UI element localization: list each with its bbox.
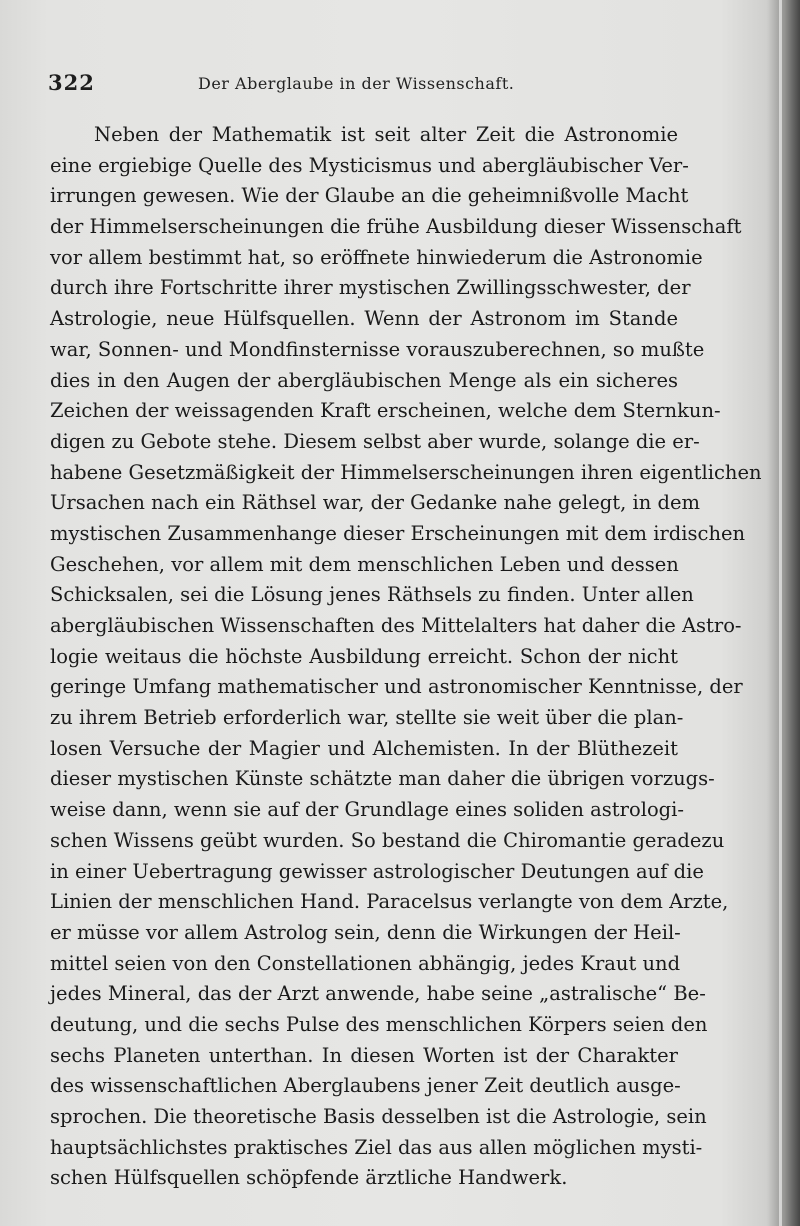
text-line: war, Sonnen- und Mondfinsternisse vorauszuberechnen, so mußte: [50, 337, 705, 361]
body-text: [50, 120, 762, 1194]
text-line: Zeichen der weissagenden Kraft erscheinen, welche dem Sternkun-: [50, 399, 721, 423]
text-line: zu ihrem Betrieb erforderlich war, stellte sie weit über die plan-: [50, 706, 684, 730]
text-line: schen Wissens geübt wurden. So bestand die Chiromantie geradezu: [50, 828, 725, 852]
text-line: dieser mystischen Künste schätzte man daher die übrigen vorzugs-: [50, 767, 715, 791]
text-line: geringe Umfang mathematischer und astronomischer Kenntnisse, der: [50, 675, 743, 699]
page-number: 322: [48, 70, 95, 95]
text-line: deutung, und die sechs Pulse des menschlichen Körpers seien den: [50, 1012, 708, 1036]
text-line: er müsse vor allem Astrolog sein, denn die Wirkungen der Heil-: [50, 920, 681, 944]
text-line: Schicksalen, sei die Lösung jenes Räthsels zu finden. Unter allen: [50, 583, 694, 607]
text-line: weise dann, wenn sie auf der Grundlage eines soliden astrologi-: [50, 798, 684, 822]
text-line: logie weitaus die höchste Ausbildung erreicht. Schon der nicht: [50, 644, 678, 668]
text-line: der Himmelserscheinungen die frühe Ausbildung dieser Wissenschaft: [50, 215, 742, 239]
text-line: Neben der Mathematik ist seit alter Zeit die Astronomie: [94, 123, 678, 146]
text-line: mittel seien von den Constellationen abhängig, jedes Kraut und: [50, 951, 681, 975]
text-line: sechs Planeten unterthan. In diesen Worten ist der Charakter: [50, 1043, 678, 1067]
text-line: Linien der menschlichen Hand. Paracelsus verlangte von dem Arzte,: [50, 890, 729, 914]
text-line: hauptsächlichstes praktisches Ziel das aus allen möglichen mysti-: [50, 1135, 703, 1159]
text-line: jedes Mineral, das der Arzt anwende, habe seine „astralische“ Be-: [50, 982, 706, 1006]
text-line: digen zu Gebote stehe. Diesem selbst aber wurde, solange die er-: [50, 429, 700, 453]
page-edge-shadow: [766, 0, 800, 1226]
text-line: in einer Uebertragung gewisser astrologischer Deutungen auf die: [50, 859, 704, 883]
text-line: Astrologie, neue Hülfsquellen. Wenn der Astronom im Stande: [50, 307, 678, 331]
text-line: irrungen gewesen. Wie der Glaube an die geheimnißvolle Macht: [50, 184, 689, 208]
text-line: schen Hülfsquellen schöpfende ärztliche Handwerk.: [50, 1166, 568, 1190]
text-line: Ursachen nach ein Räthsel war, der Gedanke nahe gelegt, in dem: [50, 491, 700, 515]
running-title: Der Aberglaube in der Wissenschaft.: [198, 74, 515, 93]
text-line: vor allem bestimmt hat, so eröffnete hinwiederum die Astronomie: [50, 245, 703, 269]
text-line: dies in den Augen der abergläubischen Menge als ein sicheres: [50, 368, 678, 392]
text-line: sprochen. Die theoretische Basis desselben ist die Astrologie, sein: [50, 1105, 707, 1128]
text-line: mystischen Zusammenhange dieser Erscheinungen mit dem irdischen: [50, 521, 746, 545]
text-line: durch ihre Fortschritte ihrer mystischen Zwillingsschwester, der: [50, 276, 691, 300]
text-line: losen Versuche der Magier und Alchemisten. In der Blüthezeit: [50, 736, 678, 760]
text-line: eine ergiebige Quelle des Mysticismus und abergläubischer Ver-: [50, 153, 689, 177]
text-line: des wissenschaftlichen Aberglaubens jener Zeit deutlich ausge-: [50, 1074, 681, 1098]
text-line: habene Gesetzmäßigkeit der Himmelserscheinungen ihren eigentlichen: [50, 460, 762, 484]
page-edge-highlight: [779, 0, 782, 1226]
text-line: Geschehen, vor allem mit dem menschlichen Leben und dessen: [50, 552, 679, 576]
text-line: abergläubischen Wissenschaften des Mittelalters hat daher die Astro-: [50, 614, 742, 637]
